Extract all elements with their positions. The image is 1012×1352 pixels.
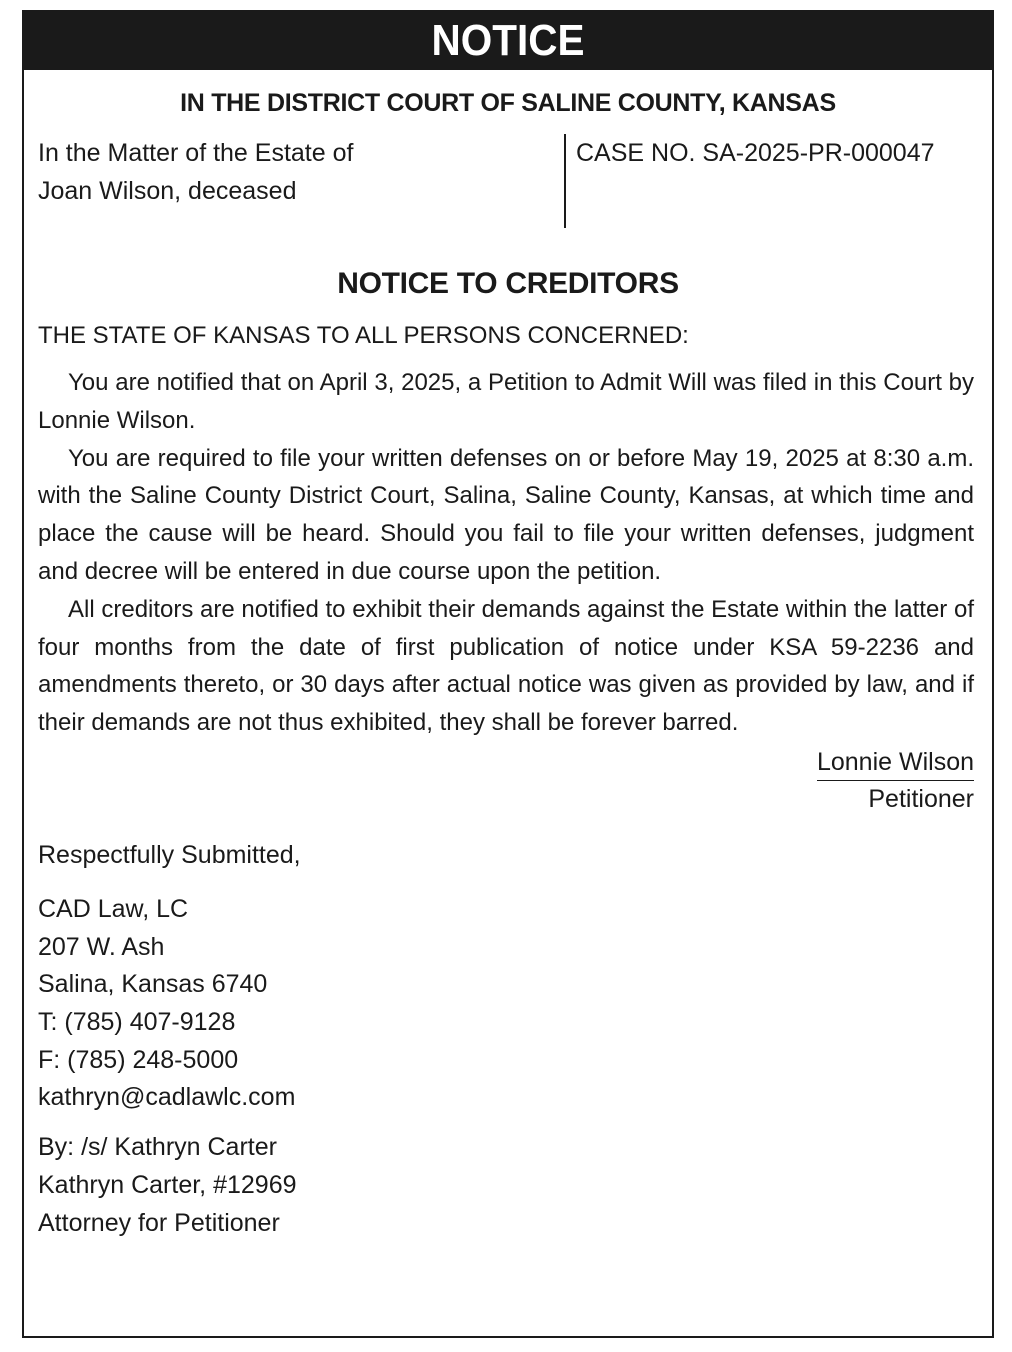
attorney-role: Attorney for Petitioner [38, 1208, 280, 1237]
notice-paragraph-1: You are notified that on April 3, 2025, a Petition to Admit Will was filed in this Court by Lonnie Wilson. [38, 369, 974, 434]
court-heading: IN THE DISTRICT COURT OF SALINE COUNTY, KANSAS [180, 89, 836, 117]
caption-divider [564, 134, 566, 228]
notice-salutation: THE STATE OF KANSAS TO ALL PERSONS CONCERNED: [38, 322, 689, 349]
notice-body [38, 364, 974, 742]
notice-title: NOTICE TO CREDITORS [337, 267, 679, 300]
firm-phone: T: (785) 407-9128 [38, 1008, 236, 1037]
firm-fax: F: (785) 248-5000 [38, 1045, 239, 1074]
notice-banner-title: NOTICE [63, 12, 954, 70]
attorney-name: Kathryn Carter, #12969 [38, 1170, 297, 1199]
case-caption [24, 134, 992, 228]
firm-street: 207 W. Ash [38, 932, 165, 961]
notice-paragraph-2: You are required to file your written defenses on or before May 19, 2025 at 8:30 a.m. with the Saline County District Court, Salina, Saline County, Kansas, at which time and place the cause will be heard. Should you fail to file your written defenses, judgment and decree will be entered in due course upon the petition. [38, 444, 974, 585]
case-number: CASE NO. SA-2025-PR-000047 [576, 139, 935, 167]
estate-matter [38, 134, 558, 210]
petitioner-signature [24, 744, 974, 817]
petitioner-name: Lonnie Wilson [817, 744, 974, 781]
petitioner-role: Petitioner [868, 784, 974, 813]
estate-matter-line-1: In the Matter of the Estate of [38, 139, 354, 167]
notice-banner [24, 12, 992, 70]
firm-name: CAD Law, LC [38, 894, 189, 923]
law-firm-address [24, 891, 992, 1117]
attorney-block [24, 1129, 992, 1242]
notice-paragraph-3: All creditors are notified to exhibit their demands against the Estate within the latter of four months from the date of first publication of notice under KSA 59-2236 and amendments thereto, or 30 days after actual notice was given as provided by law, and if their demands are not thus exhibited, they shall be forever barred. [38, 595, 974, 737]
estate-matter-line-2: Joan Wilson, deceased [38, 177, 297, 205]
legal-notice [22, 10, 994, 1338]
firm-email: kathryn@cadlawlc.com [38, 1083, 296, 1112]
attorney-signed-by: By: /s/ Kathryn Carter [38, 1133, 277, 1162]
closing-text: Respectfully Submitted, [38, 840, 301, 869]
firm-city-state: Salina, Kansas 6740 [38, 970, 268, 999]
